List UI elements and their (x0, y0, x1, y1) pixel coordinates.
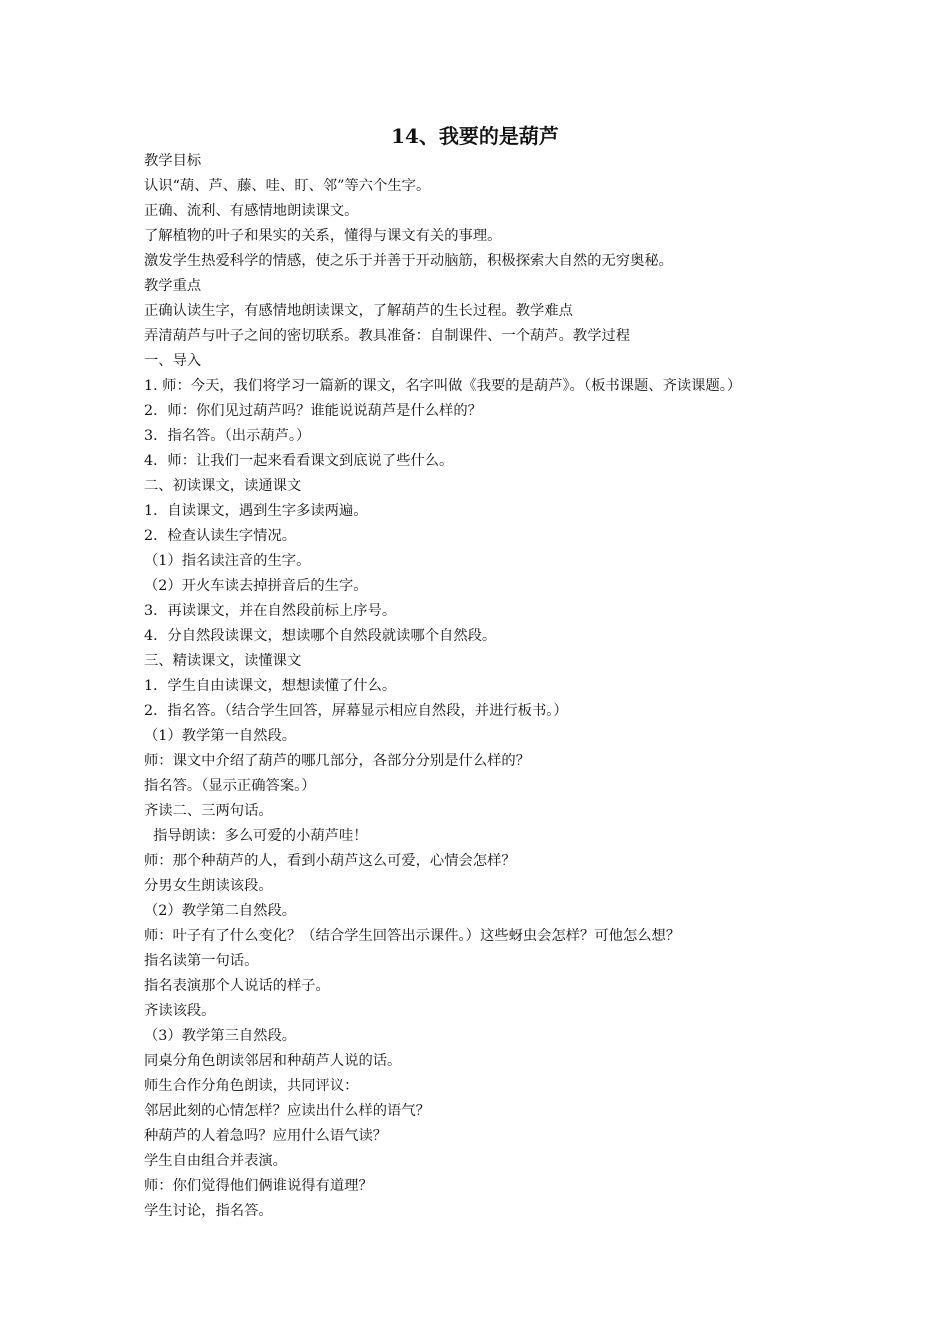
text-line: 了解植物的叶子和果实的关系，懂得与课文有关的事理。 (144, 228, 502, 244)
text-line: 1．自读课文，遇到生字多读两遍。 (144, 503, 368, 519)
text-line: 指名答。（显示正确答案。） (144, 778, 316, 794)
text-line: 激发学生热爱科学的情感，使之乐于并善于开动脑筋，积极探索大自然的无穷奥秘。 (144, 253, 673, 269)
text-line: 师：叶子有了什么变化？（结合学生回答出示课件。）这些蚜虫会怎样？可他怎么想？ (144, 928, 681, 944)
text-line: 2．师：你们见过葫芦吗？谁能说说葫芦是什么样的？ (144, 403, 482, 419)
text-line: 2．指名答。（结合学生回答，屏幕显示相应自然段，并进行板书。） (144, 703, 568, 719)
text-line: 齐读该段。 (144, 1003, 216, 1019)
text-line: 正确、流利、有感情地朗读课文。 (144, 203, 359, 219)
text-line: 4．分自然段读课文，想读哪个自然段就读哪个自然段。 (144, 628, 497, 644)
text-line: 正确认读生字，有感情地朗读课文，了解葫芦的生长过程。教学难点 (144, 303, 573, 319)
text-line: （1）指名读注音的生字。 (144, 553, 311, 569)
text-line: 弄清葫芦与叶子之间的密切联系。教具准备：自制课件、一个葫芦。教学过程 (144, 328, 631, 344)
text-line: 1. 师：今天，我们将学习一篇新的课文，名字叫做《我要的是葫芦》。（板书课题、齐读课题。） (144, 378, 742, 394)
text-line: 教学目标 (144, 153, 202, 169)
document-title: 14、我要的是葫芦 (391, 124, 559, 148)
text-line: （3）教学第三自然段。 (144, 1028, 297, 1044)
text-line: 邻居此刻的心情怎样？应读出什么样的语气？ (144, 1103, 430, 1119)
text-line: 2．检查认读生字情况。 (144, 528, 297, 544)
text-line: （1）教学第一自然段。 (144, 728, 297, 744)
text-line: 指名读第一句话。 (144, 953, 259, 969)
text-line: 一、导入 (144, 353, 202, 369)
text-line: （2）开火车读去掉拼音后的生字。 (144, 578, 368, 594)
text-line: 二、初读课文，读通课文 (144, 478, 302, 494)
text-line: 指导朗读：多么可爱的小葫芦哇！ (144, 828, 368, 844)
text-line: 师：课文中介绍了葫芦的哪几部分，各部分分别是什么样的？ (144, 753, 531, 769)
text-line: （2）教学第二自然段。 (144, 903, 297, 919)
text-line: 三、精读课文，读懂课文 (144, 653, 302, 669)
text-line: 学生讨论，指名答。 (144, 1203, 273, 1219)
text-line: 师：那个种葫芦的人，看到小葫芦这么可爱，心情会怎样？ (144, 853, 516, 869)
text-line: 4．师：让我们一起来看看课文到底说了些什么。 (144, 453, 454, 469)
text-line: 种葫芦的人着急吗？应用什么语气读？ (144, 1128, 388, 1144)
text-line: 指名表演那个人说话的样子。 (144, 978, 330, 994)
text-line: 师生合作分角色朗读，共同评议： (144, 1078, 359, 1094)
text-line: 齐读二、三两句话。 (144, 803, 273, 819)
text-line: 师：你们觉得他们俩谁说得有道理？ (144, 1178, 373, 1194)
text-line: 同桌分角色朗读邻居和种葫芦人说的话。 (144, 1053, 402, 1069)
text-line: 3．再读课文，并在自然段前标上序号。 (144, 603, 397, 619)
text-line: 分男女生朗读该段。 (144, 878, 273, 894)
text-line: 1．学生自由读课文，想想读懂了什么。 (144, 678, 397, 694)
text-line: 认识“葫、芦、藤、哇、盯、邻”等六个生字。 (144, 178, 431, 194)
text-line: 3．指名答。（出示葫芦。） (144, 428, 311, 444)
text-line: 学生自由组合并表演。 (144, 1153, 287, 1169)
text-line: 教学重点 (144, 278, 202, 294)
document-body (144, 149, 844, 1224)
